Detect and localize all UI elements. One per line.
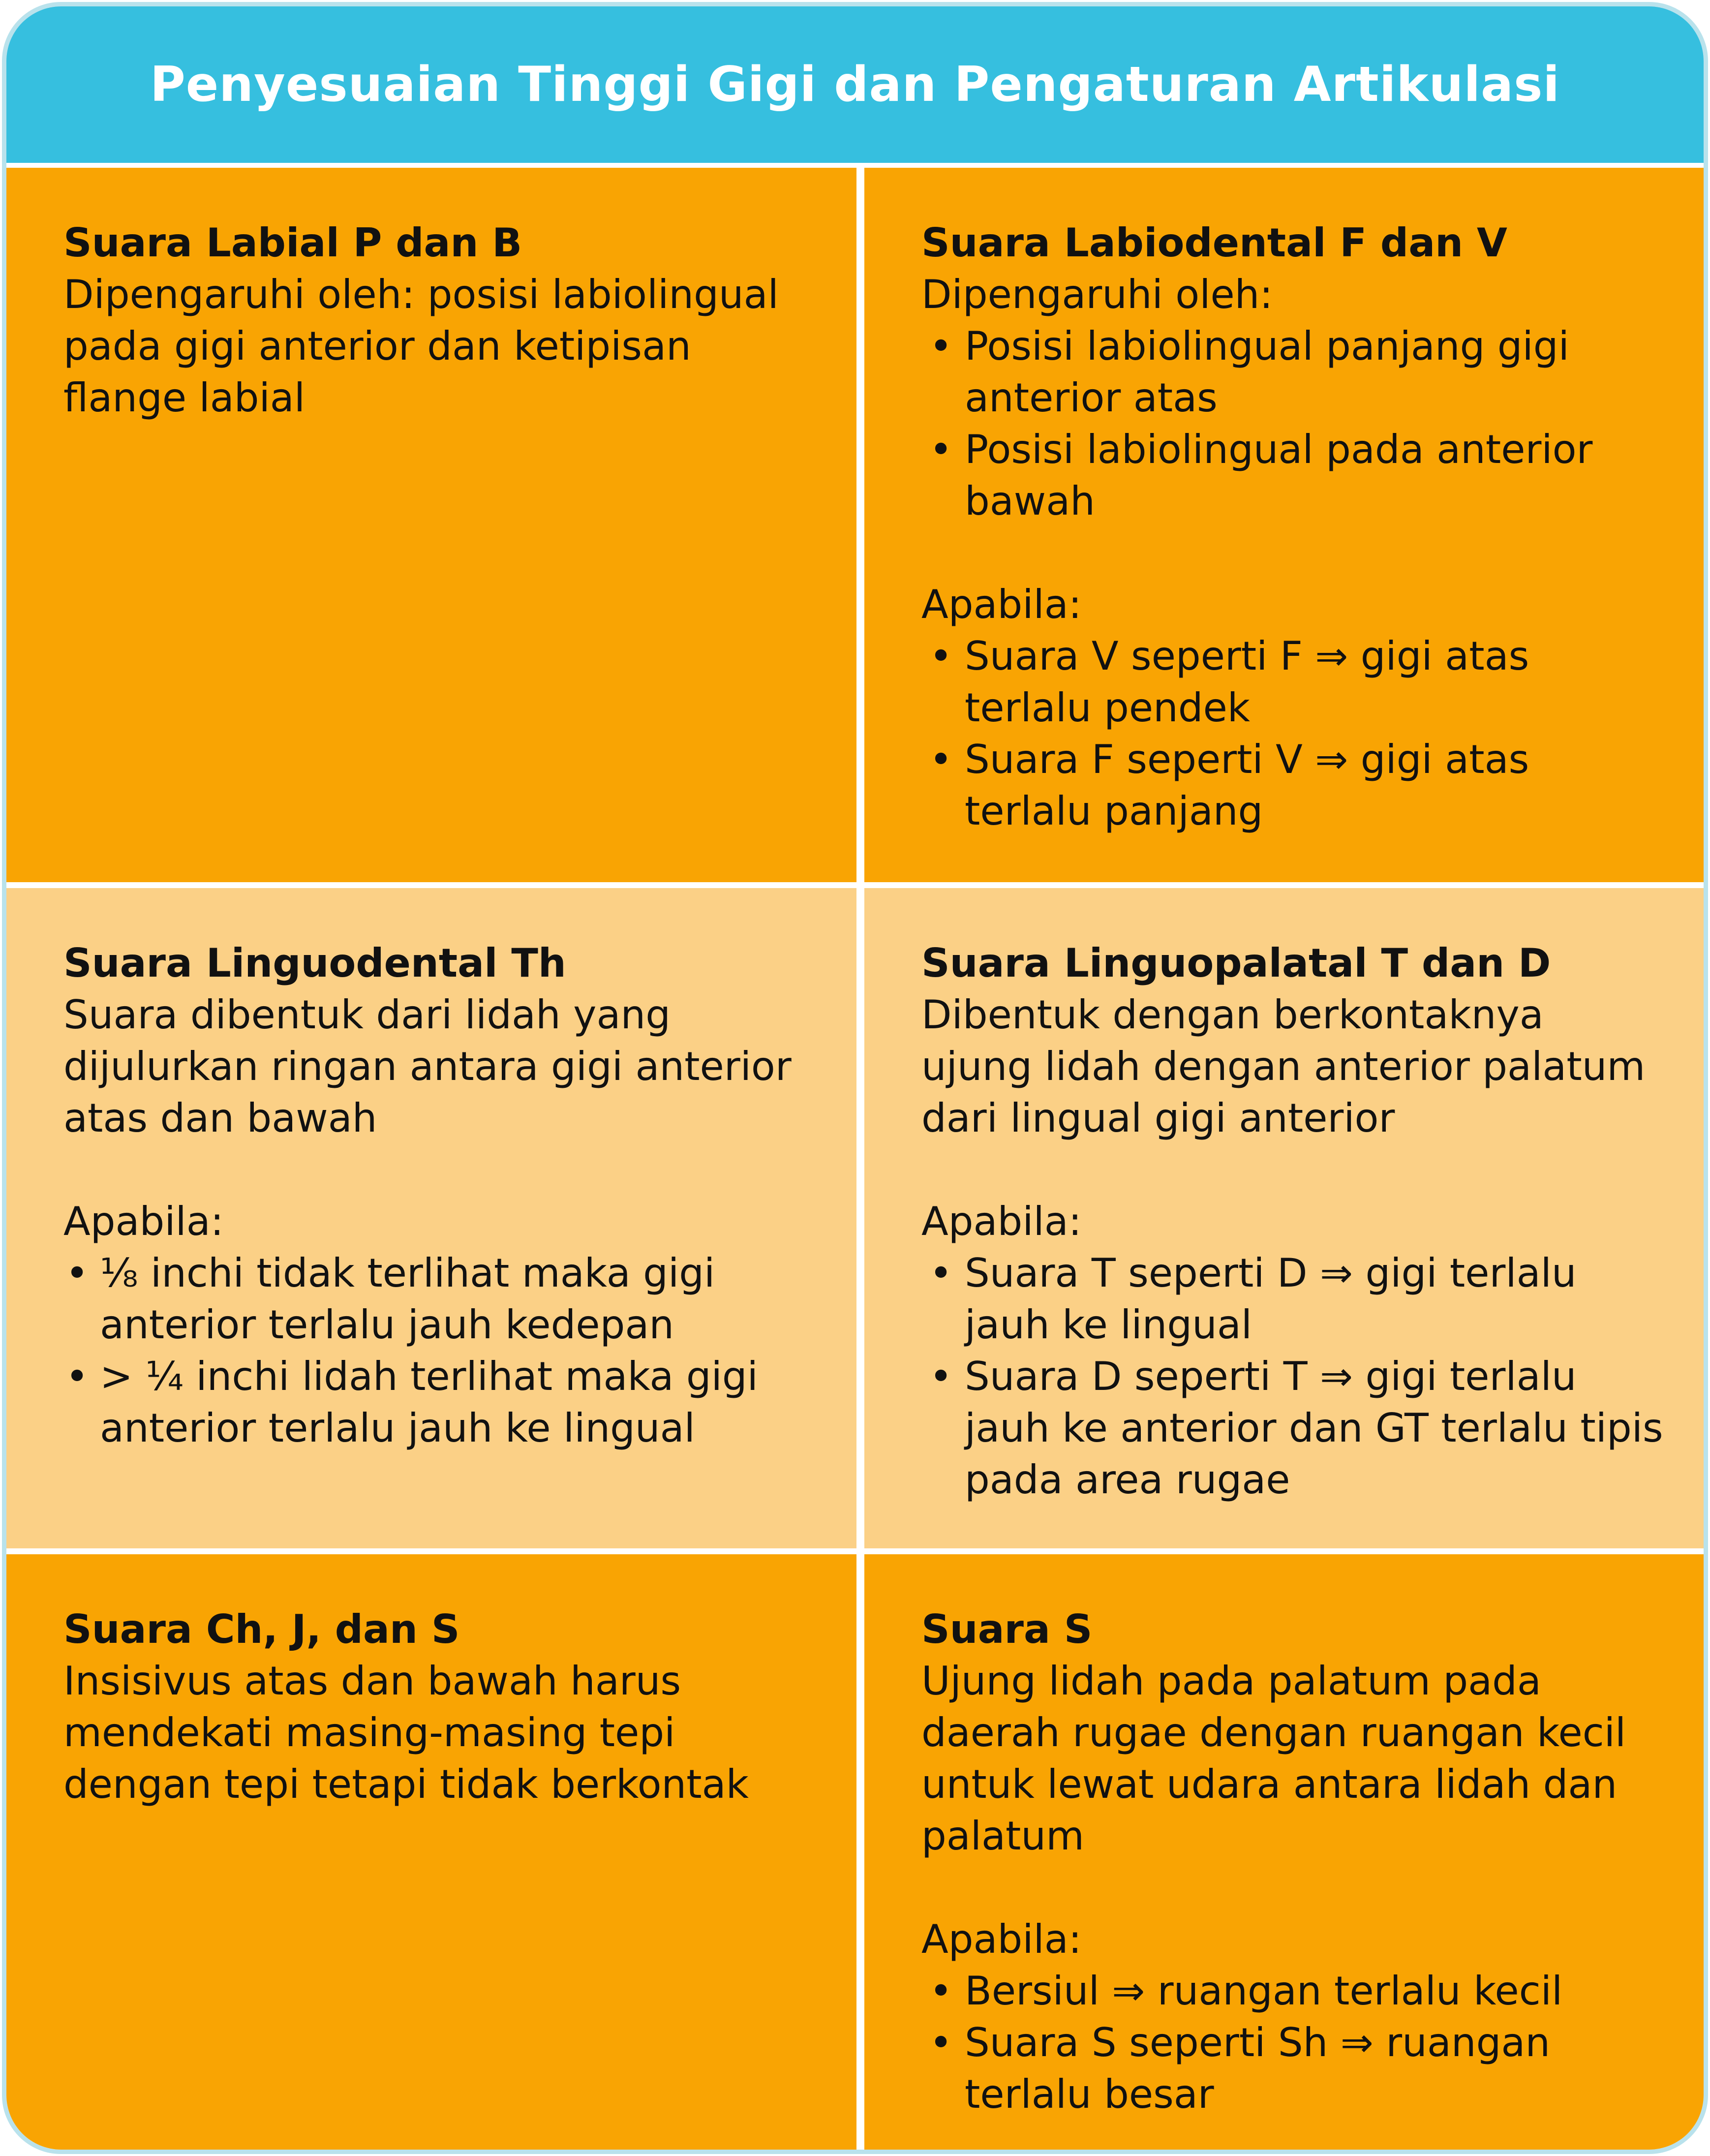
list-item: • Suara F seperti V ⇒ gigi atas terlalu panjang: [921, 734, 1664, 837]
condition-list: [921, 1247, 1664, 1506]
bullet-icon: •: [929, 633, 953, 679]
cell-body: Dipengaruhi oleh: posisi labiolingual pada gigi anterior dan ketipisan flange labial: [63, 272, 779, 421]
apabila-label: Apabila:: [921, 1199, 1082, 1244]
bullet-icon: •: [929, 1354, 953, 1399]
list-item: • Posisi labiolingual pada anterior bawah: [921, 424, 1664, 527]
bullet-icon: •: [929, 1968, 953, 2014]
bullet-icon: •: [65, 1354, 89, 1399]
condition-list: [63, 1247, 817, 1454]
cell-intro: Dipengaruhi oleh:: [921, 272, 1273, 317]
list-item: • Bersiul ⇒ ruangan terlalu kecil: [921, 1965, 1664, 2017]
bullet-icon: •: [929, 737, 953, 782]
bullet-icon: •: [65, 1250, 89, 1296]
cell-linguodental: [6, 888, 856, 1548]
cell-title: Suara Labiodental F dan V: [921, 220, 1507, 266]
card-header: [6, 6, 1704, 163]
list-item: • Posisi labiolingual panjang gigi anterior atas: [921, 320, 1664, 424]
page-title: Penyesuaian Tinggi Gigi dan Pengaturan Artikulasi: [150, 57, 1560, 113]
cell-body: Dibentuk dengan berkontaknya ujung lidah dengan anterior palatum dari lingual gigi anterior: [921, 992, 1646, 1141]
cell-title: Suara Ch, J, dan S: [63, 1606, 460, 1652]
cell-ch-j-s: [6, 1554, 856, 2150]
apabila-label: Apabila:: [921, 1916, 1082, 1962]
bullet-icon: •: [929, 323, 953, 369]
bullet-icon: •: [929, 2020, 953, 2065]
bullet-icon: •: [929, 1250, 953, 1296]
bullet-icon: •: [929, 427, 953, 472]
info-card: [2, 2, 1708, 2154]
list-item: • Suara V seperti F ⇒ gigi atas terlalu pendek: [921, 630, 1664, 734]
list-item: • Suara T seperti D ⇒ gigi terlalu jauh ke lingual: [921, 1247, 1664, 1351]
cell-labiodental: [864, 168, 1704, 882]
list-item: • Suara D seperti T ⇒ gigi terlalu jauh ke anterior dan GT terlalu tipis pada area rugae: [921, 1351, 1664, 1506]
cell-title: Suara Linguodental Th: [63, 940, 566, 986]
cell-title: Suara Linguopalatal T dan D: [921, 940, 1551, 986]
condition-list: [921, 630, 1664, 837]
list-item: • ⅛ inchi tidak terlihat maka gigi anterior terlalu jauh kedepan: [63, 1247, 817, 1351]
cell-s: [864, 1554, 1704, 2150]
cell-labial: [6, 168, 856, 882]
apabila-label: Apabila:: [63, 1199, 224, 1244]
list-item: • > ¼ inchi lidah terlihat maka gigi anterior terlalu jauh ke lingual: [63, 1351, 817, 1454]
cell-body: Ujung lidah pada palatum pada daerah rugae dengan ruangan kecil untuk lewat udara antara lidah dan palatum: [921, 1658, 1626, 1859]
cell-body: Suara dibentuk dari lidah yang dijulurkan ringan antara gigi anterior atas dan bawah: [63, 992, 792, 1141]
cell-title: Suara Labial P dan B: [63, 220, 522, 266]
cell-linguopalatal: [864, 888, 1704, 1548]
cell-title: Suara S: [921, 1606, 1093, 1652]
influence-list: [921, 320, 1664, 527]
list-item: • Suara S seperti Sh ⇒ ruangan terlalu besar: [921, 2017, 1664, 2120]
cell-body: Insisivus atas dan bawah harus mendekati masing-masing tepi dengan tepi tetapi tidak berkontak: [63, 1658, 749, 1807]
apabila-label: Apabila:: [921, 582, 1082, 627]
condition-list: [921, 1965, 1664, 2120]
